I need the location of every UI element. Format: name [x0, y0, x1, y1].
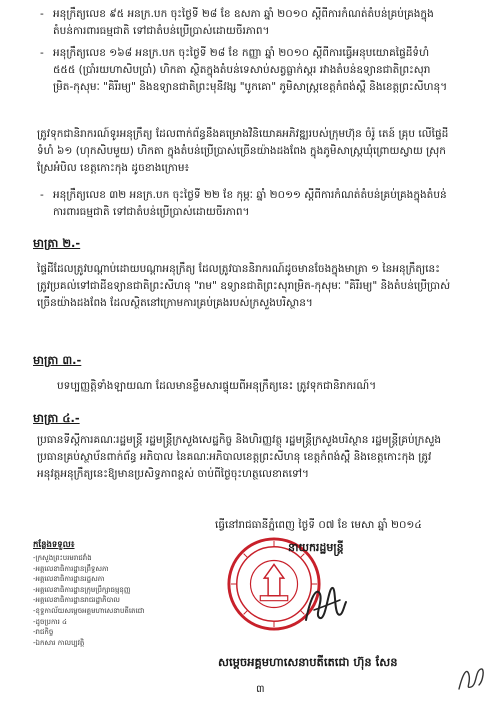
- sub-decree-bullet-3: អនុក្រឹត្យលេខ ៣២ អនក្រ.បក ចុះថ្ងៃទី ២២ ខែ កុម្ភៈ ឆ្នាំ ២០១១ ស្តីពីការកំណត់តំបន់គ្រប់គ្រងក្នុងតំបន់ការពារធម្មជាតិ ទៅជាតំបន់ប្រើប្រាស់ដោយចីរភាព។: [53, 189, 447, 218]
- sub-decree-bullet-2: អនុក្រឹត្យលេខ ១៦៨ អនក្រ.បក ចុះថ្ងៃទី ២៨ ខែ កញ្ញា ឆ្នាំ ២០១០ ស្តីពីការធ្វើអនុបយោគផ្ទៃដីទំហំ ៥៥៥ (ប្រាំរយហាសិបប្រាំ) ហិកតា ស្ថិតក្នុងតំបន់ទេសាប់សត្វធ្លាក់ស្តរ រវាងតំបន់ឧទ្យានជាតិព្រះសុរាម្រិត-កុសុមៈ "គិរីរម្យ" និងឧទ្យានជាតិព្រះមុនីវង្ស "បូកគោ" ភូមិសាស្ត្រខេត្តកំពង់ស្ពឺ និងខេត្តព្រះសីហនុ។: [53, 47, 448, 93]
- bullet-dash: -: [40, 189, 44, 201]
- page-number: ៣: [256, 684, 265, 695]
- article-2-body: ផ្ទៃដីដែលត្រូវបណ្តាប់ដោយបណ្តាអនុក្រឹត្យ ដែលត្រូវបាននិរាករណ៍ដូចមានចែងក្នុងមាត្រា ១ នៃអនុក្រឹត្យនេះ ត្រូវប្រគល់ទៅជាដីឧទ្យានជាតិព្រះសីហនុ "រាម" ឧទ្យានជាតិព្រះសុរាម្រិត-កុសុមៈ "គិរីរម្យ" និងតំបន់ប្រើប្រាស់ច្រើនយ៉ាងដងពែង ដែលស្ថិតនៅក្រោមការគ្រប់គ្រងរបស់ក្រសួងបរិស្ថាន។: [37, 263, 451, 309]
- recipient-item: -អគ្គលេខាធិការដ្ឋានរាជរដ្ឋាភិបាល: [33, 596, 120, 605]
- recipient-item: -អគ្គលេខាធិការដ្ឋានព្រឹទ្ធសភា: [33, 564, 109, 573]
- office-title: នាយករដ្ឋមន្ត្រី: [288, 541, 344, 554]
- signatory-name: សម្តេចអគ្គមហាសេនាបតីតេជោ ហ៊ុន សែន: [218, 655, 398, 669]
- bullet-dash: -: [40, 8, 44, 20]
- article-3-body: បទប្បញ្ញត្តិទាំងឡាយណា ដែលមានខ្លឹមសារផ្ទុយពីអនុក្រឹត្យនេះ ត្រូវទុកជានិរាករណ៍។: [57, 380, 377, 392]
- recipient-item: -អគ្គលេខាធិការដ្ឋានក្រុមប្រឹក្សាធម្មនុញ្ញ: [33, 585, 131, 594]
- recipients-list: [33, 553, 144, 648]
- handwritten-signature: [300, 580, 350, 628]
- article-4-body: ប្រធានទីស្តីការគណៈរដ្ឋមន្ត្រី រដ្ឋមន្ត្រីក្រសួងសេដ្ឋកិច្ច និងហិរញ្ញវត្ថុ រដ្ឋមន្ត្រីក្រសួងបរិស្ថាន រដ្ឋមន្ត្រីគ្រប់ក្រសួង ប្រធានគ្រប់ស្ថាប័នពាក់ព័ន្ធ អភិបាល នៃគណៈអភិបាលខេត្តព្រះសីហនុ ខេត្តកំពង់ស្ពឺ និងខេត្តកោះកុង ត្រូវអនុវត្តអនុក្រឹត្យនេះឱ្យមានប្រសិទ្ធភាពខ្ពស់ ចាប់ពីថ្ងៃចុះហត្ថលេខាតទៅ។: [37, 434, 442, 480]
- sub-decree-bullet-1: អនុក្រឹត្យលេខ ៩៥ អនក្រ.បក ចុះថ្ងៃទី ២៨ ខែ ឧសភា ឆ្នាំ ២០១០ ស្តីពីការកំណត់តំបន់គ្រប់គ្រងក្នុងតំបន់ការពារធម្មជាតិ ទៅជាតំបន់ប្រើប្រាស់ដោយចីរភាព។: [53, 8, 434, 37]
- repeal-paragraph: ត្រូវទុកជានិរាករណ៍ទូរអនុក្រឹត្យ ដែលពាក់ព័ន្ធនឹងគម្រោងវិនិយោគអភិវឌ្ឍរបស់ក្រុមហ៊ុន ចំរ៉ូ តេន៍ គ្រុប លើផ្ទៃដីទំហំ ៦១ (ហុកសិបមួយ) ហិកតា ក្នុងតំបន់ប្រើប្រាស់ច្រើនយ៉ាងដងពែង ក្នុងភូមិសាស្ត្រឃុំព្រោយស្វាយ ស្រុកស្រែអំបិល ខេត្តកោះកុង ដូចខាងក្រោម៖: [37, 128, 449, 174]
- recipient-item: -រាជកិច្ច: [33, 628, 54, 637]
- article-2-heading: មាត្រា ២.-: [33, 236, 81, 250]
- date-line: ធ្វើនៅរាជធានីភ្នំពេញ ថ្ងៃទី ០៧ ខែ មេសា ឆ្នាំ ២០១៤: [215, 519, 422, 531]
- bullet-dash: -: [40, 47, 44, 59]
- recipient-item: -ខុទ្ទកាល័យសម្តេចអគ្គមហាសេនាបតីតេជោ: [33, 606, 145, 615]
- recipient-item: -ក្រសួងព្រះបរមរាជវាំង: [33, 554, 92, 562]
- article-3-heading: មាត្រា ៣.-: [33, 353, 82, 367]
- recipient-item: -ដូចប្រការ ៤: [33, 617, 68, 626]
- margin-initials: [455, 663, 487, 693]
- article-4-heading: មាត្រា ៤.-: [33, 411, 80, 425]
- recipients-title: កន្លែងទទួល៖: [33, 540, 75, 550]
- recipient-item: -ឯកសារ កាលប្បវត្តិ: [33, 638, 85, 647]
- recipient-item: -អគ្គលេខាធិការដ្ឋានរដ្ឋសភា: [33, 575, 105, 584]
